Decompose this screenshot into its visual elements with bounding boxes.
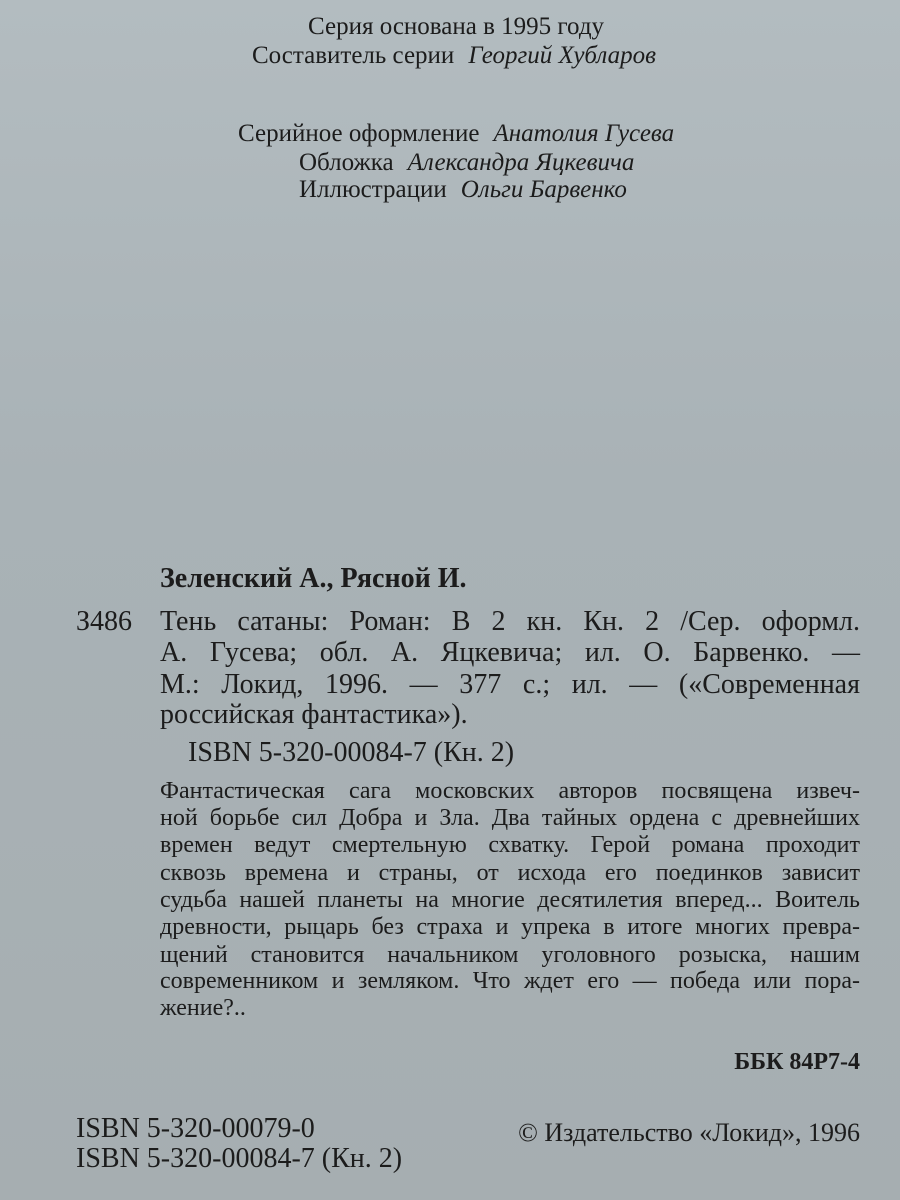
credit-cover-label: Обложка <box>299 149 394 176</box>
credit-cover-name: Александра Яцкевича <box>407 149 635 176</box>
copyright-notice: © Издательство «Локид», 1996 <box>518 1118 860 1147</box>
credit-illustrations <box>299 175 627 205</box>
credit-design-label: Серийное оформление <box>238 120 480 147</box>
catalog-entry-line: А. Гусева; обл. А. Яцкевича; ил. О. Барвенко. — <box>160 637 860 668</box>
annotation-line: древности, рыцарь без страха и упрека в итоге многих превра- <box>160 914 860 940</box>
annotation-line: времен ведут смертельную схватку. Герой романа проходит <box>160 832 860 858</box>
catalog-code: З486 <box>76 606 133 637</box>
annotation-line: ной борьбе сил Добра и Зла. Два тайных ордена с древнейших <box>160 805 860 831</box>
series-founded: Серия основана в 1995 году <box>308 13 605 40</box>
annotation-line: сквозь времена и страны, от исхода его поединков зависит <box>160 860 860 886</box>
catalog-authors: Зеленский А., Рясной И. <box>160 563 467 594</box>
credit-illustrations-label: Иллюстрации <box>299 176 447 203</box>
annotation-line: современником и земляком. Что ждет его — победа или пора- <box>160 968 860 994</box>
footer-isbn-1: ISBN 5-320-00079-0 <box>76 1113 315 1144</box>
bbk-code: ББК 84Р7-4 <box>734 1049 860 1075</box>
series-compiler <box>252 41 656 71</box>
series-compiler-label: Составитель серии <box>252 42 455 69</box>
catalog-entry-line: М.: Локид, 1996. — 377 с.; ил. — («Современная <box>160 669 860 700</box>
catalog-entry-line: российская фантастика»). <box>160 699 468 730</box>
annotation-line: щений становится начальником уголовного розыска, нашим <box>160 942 860 968</box>
series-compiler-name: Георгий Хубларов <box>468 42 656 69</box>
credit-illustrations-name: Ольги Барвенко <box>460 176 627 203</box>
annotation-line: Фантастическая сага московских авторов посвящена извеч- <box>160 778 860 804</box>
credit-design-name: Анатолия Гусева <box>493 120 675 147</box>
credit-cover <box>299 148 634 178</box>
catalog-isbn: ISBN 5-320-00084-7 (Кн. 2) <box>188 737 515 768</box>
annotation-line: судьба нашей планеты на многие десятилетия вперед... Воитель <box>160 887 860 913</box>
annotation-line: жение?.. <box>160 995 246 1021</box>
credit-design <box>238 119 674 149</box>
footer-isbn-2: ISBN 5-320-00084-7 (Кн. 2) <box>76 1143 403 1174</box>
catalog-entry-line: Тень сатаны: Роман: В 2 кн. Кн. 2 /Сер. оформл. <box>160 606 860 637</box>
